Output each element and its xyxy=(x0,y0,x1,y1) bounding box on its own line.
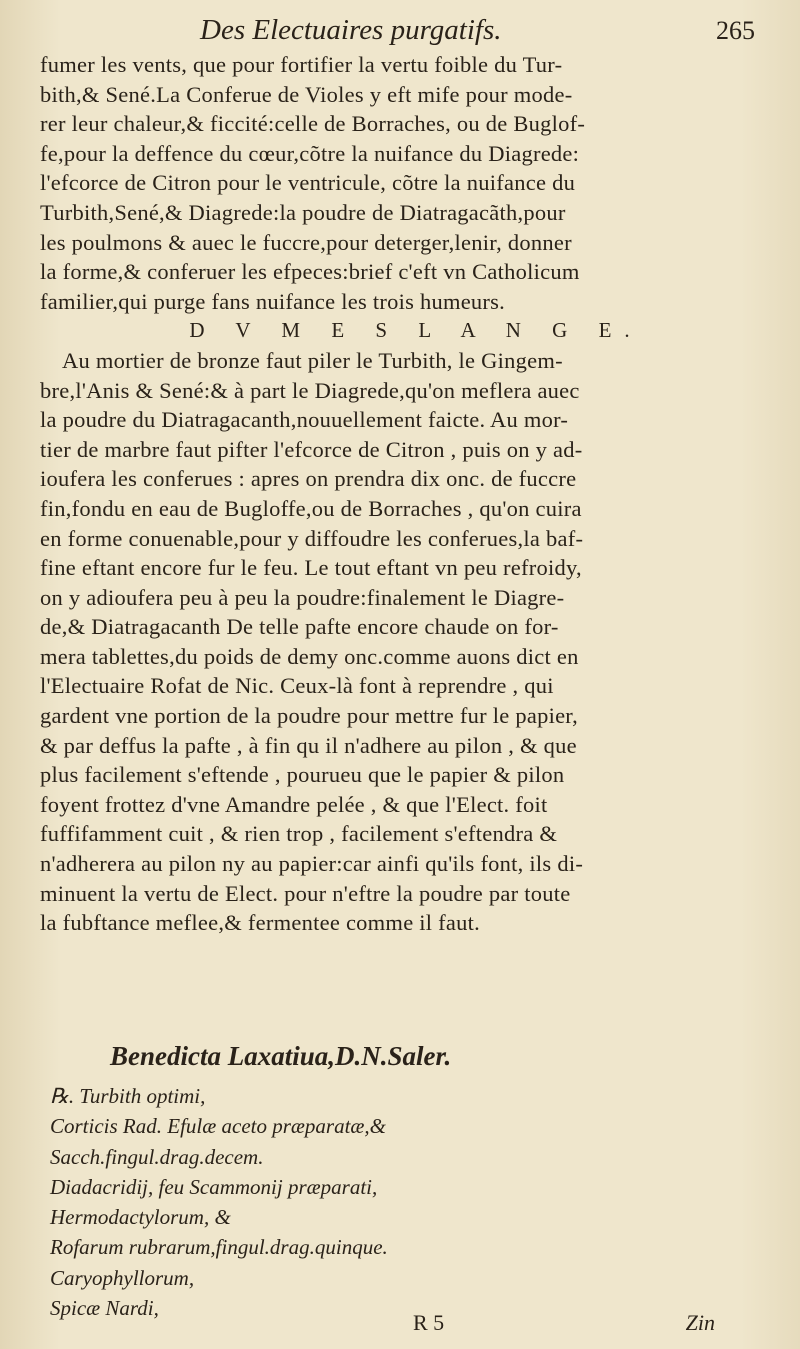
text-line: tier de marbre faut pifter l'efcorce de Citron , puis on y ad- xyxy=(40,436,583,462)
method-paragraph xyxy=(40,346,752,938)
text-line: fine eftant encore fur le feu. Le tout eftant vn peu refroidy, xyxy=(40,555,582,581)
running-title: Des Electuaires purgatifs. xyxy=(200,14,502,46)
recipe-line: Corticis Rad. Efulæ aceto præparatæ,& xyxy=(50,1114,387,1139)
text-line: la forme,& conferuer les efpeces:brief c'eft vn Catholicum xyxy=(40,259,580,285)
recipe-line: Spicæ Nardi, xyxy=(50,1296,159,1321)
intro-paragraph xyxy=(40,50,752,316)
text-line: fuffifamment cuit , & rien trop , facilement s'eftendra & xyxy=(40,821,558,847)
text-line: plus facilement s'eftende , pourueu que le papier & pilon xyxy=(40,762,565,788)
text-line: Au mortier de bronze faut piler le Turbith, le Gingem- xyxy=(62,347,563,373)
recipe-line: Hermodactylorum, & xyxy=(50,1205,231,1230)
text-line: fumer les vents, que pour fortifier la vertu foible du Tur- xyxy=(40,52,563,77)
recipe-line: Rofarum rubrarum,fingul.drag.quinque. xyxy=(50,1235,388,1260)
text-line: minuent la vertu de Elect. pour n'eftre la poudre par toute xyxy=(40,880,571,906)
page-number: 265 xyxy=(716,16,755,45)
signature-mark: R 5 xyxy=(413,1310,445,1335)
running-header xyxy=(200,14,755,47)
text-line: gardent vne portion de la poudre pour mettre fur le papier, xyxy=(40,703,579,729)
text-line: bith,& Sené.La Conferue de Violes y eft mife pour mode- xyxy=(40,81,573,107)
main-text xyxy=(40,50,752,938)
text-line: on y adioufera peu à peu la poudre:finalement le Diagre- xyxy=(40,584,565,610)
page-footer xyxy=(413,1310,715,1336)
text-line: en forme conuenable,pour y diffoudre les conferues,la baf- xyxy=(40,525,584,551)
recipe-line: Sacch.fingul.drag.decem. xyxy=(50,1144,264,1169)
text-line: fin,fondu en eau de Bugloffe,ou de Borraches , qu'on cuira xyxy=(40,495,582,521)
text-line: rer leur chaleur,& ficcité:celle de Borraches, ou de Buglof- xyxy=(40,111,586,137)
recipe-title: Benedicta Laxatiua,D.N.Saler. xyxy=(110,1041,452,1071)
text-line: & par deffus la pafte , à fin qu il n'adhere au pilon , & que xyxy=(40,732,577,758)
catchword: Zin xyxy=(685,1310,715,1335)
text-line: n'adherera au pilon ny au papier:car ainfi qu'ils font, ils di- xyxy=(40,851,584,877)
text-line: la fubftance meflee,& fermentee comme il faut. xyxy=(40,910,481,936)
text-line: ioufera les conferues : apres on prendra dix onc. de fuccre xyxy=(40,466,577,492)
recipe-line: ℞. Turbith optimi, xyxy=(50,1084,206,1108)
recipe-list xyxy=(50,1081,388,1323)
text-line: mera tablettes,du poids de demy onc.comme auons dict en xyxy=(40,643,579,669)
text-line: la poudre du Diatragacanth,nouuellement faicte. Au mor- xyxy=(40,407,569,433)
text-line: bre,l'Anis & Sené:& à part le Diagrede,qu'on meflera auec xyxy=(40,377,580,403)
text-line: l'Electuaire Rofat de Nic. Ceux-là font à reprendre , qui xyxy=(40,673,554,699)
text-line: les poulmons & auec le fuccre,pour deterger,lenir, donner xyxy=(40,229,572,255)
section-heading: D V M E S L A N G E. xyxy=(189,318,643,343)
text-line: foyent frottez d'vne Amandre pelée , & que l'Elect. foit xyxy=(40,791,548,817)
text-line: familier,qui purge fans nuifance les trois humeurs. xyxy=(40,288,506,314)
text-line: fe,pour la deffence du cœur,cõtre la nuifance du Diagrede: xyxy=(40,140,580,166)
text-line: Turbith,Sené,& Diagrede:la poudre de Diatragacãth,pour xyxy=(40,199,566,225)
text-line: de,& Diatragacanth De telle pafte encore chaude on for- xyxy=(40,614,559,640)
recipe-line: Diadacridij, feu Scammonij præparati, xyxy=(50,1174,378,1199)
text-line: l'efcorce de Citron pour le ventricule, cõtre la nuifance du xyxy=(40,170,576,196)
recipe-line: Caryophyllorum, xyxy=(50,1265,195,1290)
